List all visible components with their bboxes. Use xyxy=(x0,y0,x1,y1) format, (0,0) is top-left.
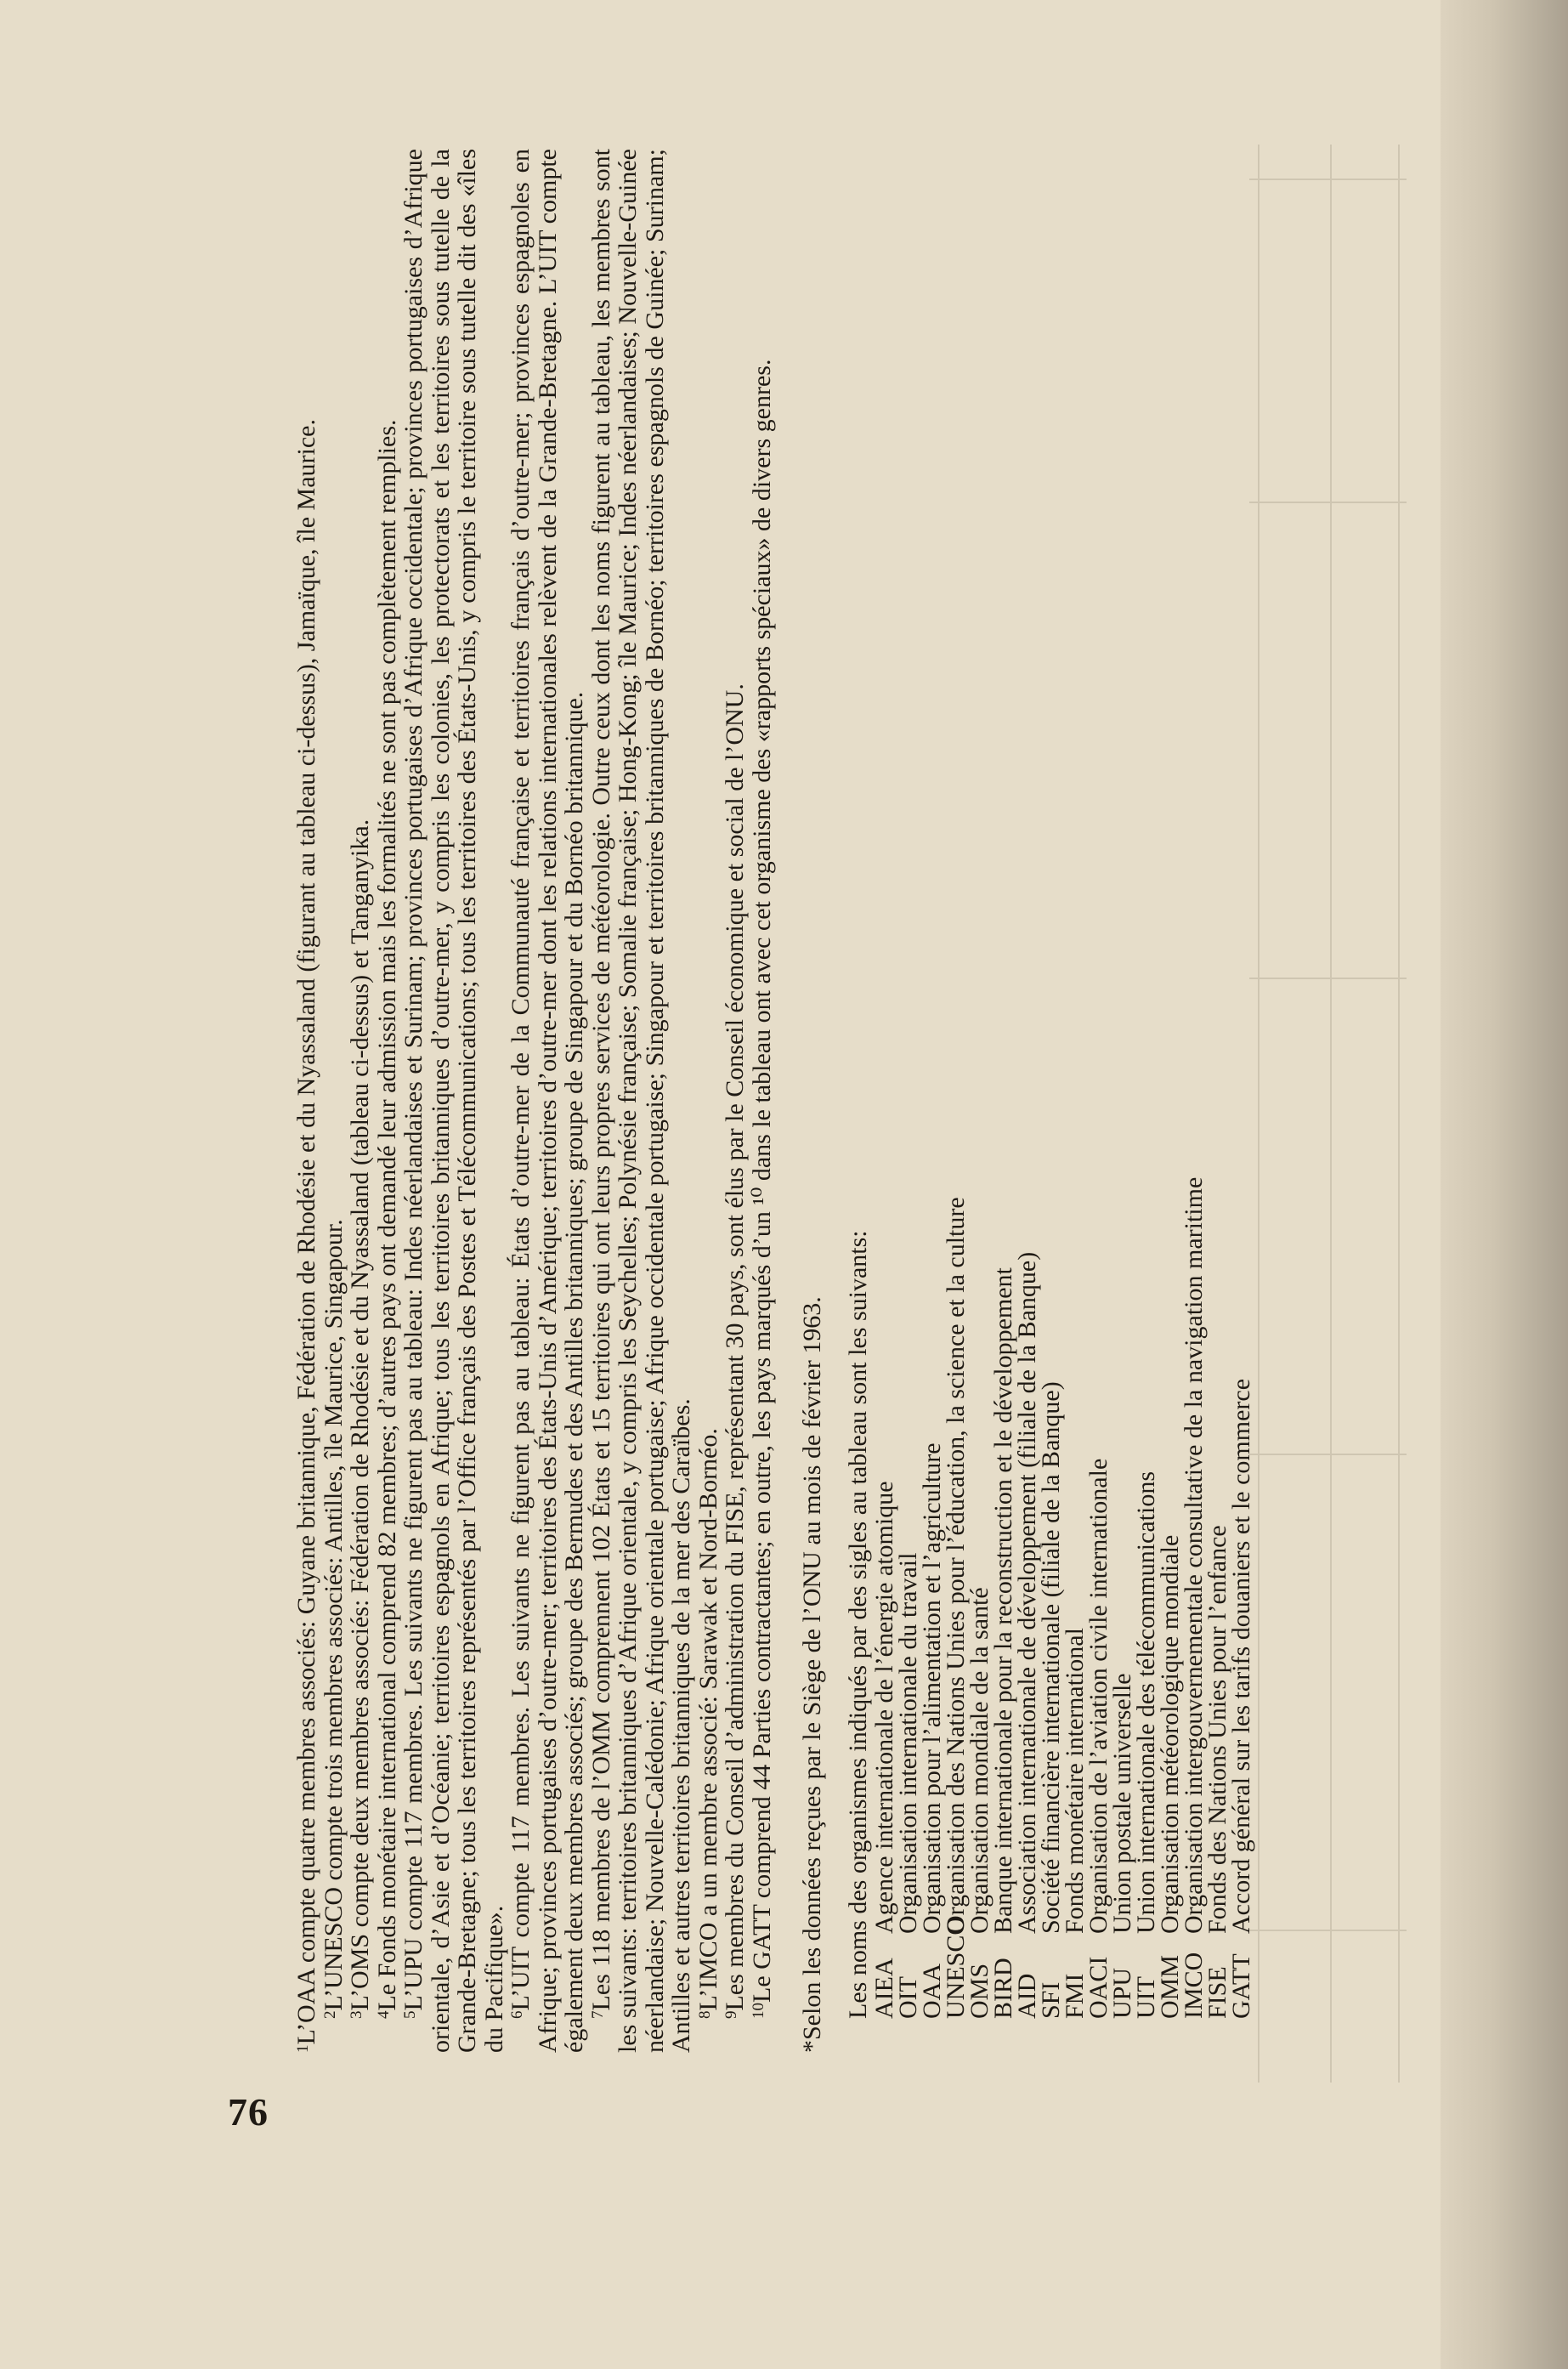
footnote-number: 1 xyxy=(294,2044,312,2053)
abbreviations-intro: Les noms des organismes indiqués par des sigles au tableau sont les suivants: xyxy=(843,1230,872,2019)
abbreviation-row xyxy=(894,149,922,2053)
footnote xyxy=(347,149,374,2053)
abbreviation-row xyxy=(965,149,993,2053)
abbreviation-code: OMM xyxy=(1156,1954,1184,2019)
abbreviation-code: OIT xyxy=(894,1976,922,2019)
abbreviation-code: UPU xyxy=(1108,1967,1136,2019)
abbreviation-name: Organisation internationale du travail xyxy=(894,1552,922,1934)
abbreviation-code: GATT xyxy=(1227,1953,1255,2019)
abbreviation-code: AIEA xyxy=(870,1958,898,2019)
footnote-number: 9 xyxy=(722,2010,740,2019)
abbreviation-name: Organisation météorologique mondiale xyxy=(1156,1534,1184,1934)
abbreviation-row xyxy=(1108,149,1136,2053)
abbreviation-row xyxy=(1013,149,1041,2053)
footnote-text: Le GATT comprend 44 Parties contractantes; en outre, les pays marqués d’un ¹⁰ dans le tableau ont avec cet organisme des «rapports spéciaux» de divers genres. xyxy=(747,359,776,2003)
footnote-text: L’IMCO a un membre associé: Sarawak et Nord-Bornéo. xyxy=(693,1428,722,2011)
footnote-text: L’UPU compte 117 membres. Les suivants ne figurent pas au tableau: Indes néerlandaises et Surinam; provinces portugaises d’Afrique occidentale; provinces portugaises d’Afrique orientale, d’Asie et d’Océanie; territoires espagnols en Afrique; tous les territoires britanniques d’outre-mer, y compris les colonies, les protectorats et les territoires sous tutelle de la Grande-Bretagne; tous les territoires représentés par l’Office français des Postes et Télécommunications; tous les territoires des États-Unis, y compris le territoire sous tutelle dit des «îles du Pacifique». xyxy=(399,149,508,2053)
footnote-text: L’OAA compte quatre membres associés: Guyane britannique, Fédération de Rhodésie et du Nyassaland (figurant au tableau ci-dessus), Jamaïque, île Maurice. xyxy=(292,419,320,2045)
abbreviation-name: Fonds monétaire international xyxy=(1061,1628,1089,1934)
abbreviation-row xyxy=(944,149,968,2053)
abbreviation-code: OMS xyxy=(965,1963,993,2019)
abbreviation-name: Organisation mondiale de la santé xyxy=(965,1587,993,1934)
footnote-text: Les membres du Conseil d’administration du FISE, représentant 30 pays, sont élus par le Conseil économique et social de l’ONU. xyxy=(721,683,749,2011)
abbreviation-name: Union internationale des télécommunications xyxy=(1132,1471,1160,1934)
footnotes-list xyxy=(293,149,775,2053)
abbreviation-row xyxy=(989,149,1017,2053)
abbreviation-code: BIRD xyxy=(989,1958,1017,2019)
footnote xyxy=(374,149,401,2053)
abbreviation-row xyxy=(920,149,944,2053)
abbreviation-code: FISE xyxy=(1203,1966,1231,2019)
abbreviation-row xyxy=(1203,149,1231,2053)
abbreviation-row xyxy=(1063,149,1087,2053)
abbreviation-code: OAA xyxy=(918,1964,946,2019)
footnote xyxy=(749,149,776,2053)
abbreviation-name: Banque internationale pour la reconstruction et le développement xyxy=(989,1267,1017,1934)
abbreviation-name: Organisation de l’aviation civile internationale xyxy=(1084,1458,1112,1934)
abbreviation-row xyxy=(1158,149,1182,2053)
abbreviation-code: FMI xyxy=(1061,1973,1089,2019)
abbreviation-row xyxy=(1227,149,1255,2053)
footnote xyxy=(588,149,695,2053)
abbreviation-name: Société financière internationale (filiale de la Banque) xyxy=(1037,1381,1065,1934)
footnote-number: 7 xyxy=(588,2010,607,2019)
footnote xyxy=(320,149,348,2053)
abbreviation-row xyxy=(1132,149,1160,2053)
footnote xyxy=(400,149,507,2053)
footnote xyxy=(695,149,722,2053)
abbreviation-code: UNESCO xyxy=(942,1916,970,2019)
abbreviation-code: OACI xyxy=(1084,1956,1112,2019)
footnote xyxy=(507,149,588,2053)
source-note: *Selon les données reçues par le Siège de l’ONU au mois de février 1963. xyxy=(798,1296,826,2053)
footnote xyxy=(293,149,320,2053)
abbreviation-name: Fonds des Nations Unies pour l’enfance xyxy=(1203,1525,1231,1934)
footnote-number: 5 xyxy=(401,2010,419,2019)
abbreviation-code: IMCO xyxy=(1180,1952,1208,2019)
footnote xyxy=(722,149,749,2053)
footnote-number: 6 xyxy=(508,2010,526,2019)
footnote-number: 8 xyxy=(695,2010,714,2019)
page-number: 76 xyxy=(228,2090,269,2134)
abbreviation-name: Organisation pour l’alimentation et l’agriculture xyxy=(918,1442,946,1934)
footnote-text: Les 118 membres de l’OMM comprennent 102 États et 15 territoires qui ont leurs propres services de météorologie. Outre ceux dont les noms figurent au tableau, les membres sont les suivants: territoires britanniques d’Afrique orientale, y compris les Seychelles; Polynésie française; Somalie française; Hong-Kong; île Maurice; Indes néerlandaises; Nouvelle-Guinée néerlandaise; Nouvelle-Calédonie; Afrique orientale portugaise; Afrique occidentale portugaise; Singapour et territoires britanniques de Bornéo; territoires espagnols de Guinée; Surinam; Antilles et autres territoires britanniques de la mer des Caraïbes. xyxy=(586,149,695,2053)
footnote-text: L’UIT compte 117 membres. Les suivants ne figurent pas au tableau: États d’outre-mer de la Communauté française et territoires français d’outre-mer; provinces espagnoles en Afrique; provinces portugaises d’outre-mer; territoires des États-Unis d’Amérique; territoires d’outre-mer dont les relations internationales relèvent de la Grande-Bretagne. L’UIT compte également deux membres associés; groupe des Bermudes et des Antilles britanniques; groupe de Singapour et du Bornéo britannique. xyxy=(507,149,588,2053)
abbreviation-name: Accord général sur les tarifs douaniers et le commerce xyxy=(1227,1378,1255,1934)
abbreviation-code: UIT xyxy=(1132,1976,1160,2019)
footnote-text: Le Fonds monétaire international comprend 82 membres; d’autres pays ont demandé leur admission mais les formalités ne sont pas complètement remplies. xyxy=(372,419,401,2011)
abbreviations-list xyxy=(870,149,1255,2053)
footnote-text: L’UNESCO compte trois membres associés: Antilles, île Maurice, Singapour. xyxy=(319,1219,348,2011)
abbreviation-row xyxy=(1084,149,1112,2053)
abbreviation-row xyxy=(1182,149,1206,2053)
abbreviation-name: Agence internationale de l’énergie atomique xyxy=(870,1481,898,1934)
abbreviation-code: SFI xyxy=(1037,1981,1065,2019)
footnote-number: 10 xyxy=(749,2003,767,2019)
abbreviation-code: AID xyxy=(1013,1973,1041,2019)
footnote-number: 2 xyxy=(320,2010,339,2019)
footnote-number: 4 xyxy=(374,2010,393,2019)
abbreviation-name: Union postale universelle xyxy=(1108,1673,1136,1934)
footnote-text: L’OMS compte deux membres associés: Fédération de Rhodésie et du Nyassaland (tableau ci-dessus) et Tanganyika. xyxy=(346,819,374,2011)
abbreviation-row xyxy=(870,149,898,2053)
abbreviation-name: Association internationale de développement (filiale de la Banque) xyxy=(1013,1251,1041,1934)
abbreviation-name: Organisation intergouvernementale consultative de la navigation maritime xyxy=(1180,1176,1208,1934)
rotated-footnotes-block xyxy=(293,149,1483,2053)
abbreviation-row xyxy=(1039,149,1063,2053)
abbreviation-name: Organisation des Nations Unies pour l’éducation, la science et la culture xyxy=(942,1197,970,1934)
footnote-number: 3 xyxy=(348,2010,365,2019)
